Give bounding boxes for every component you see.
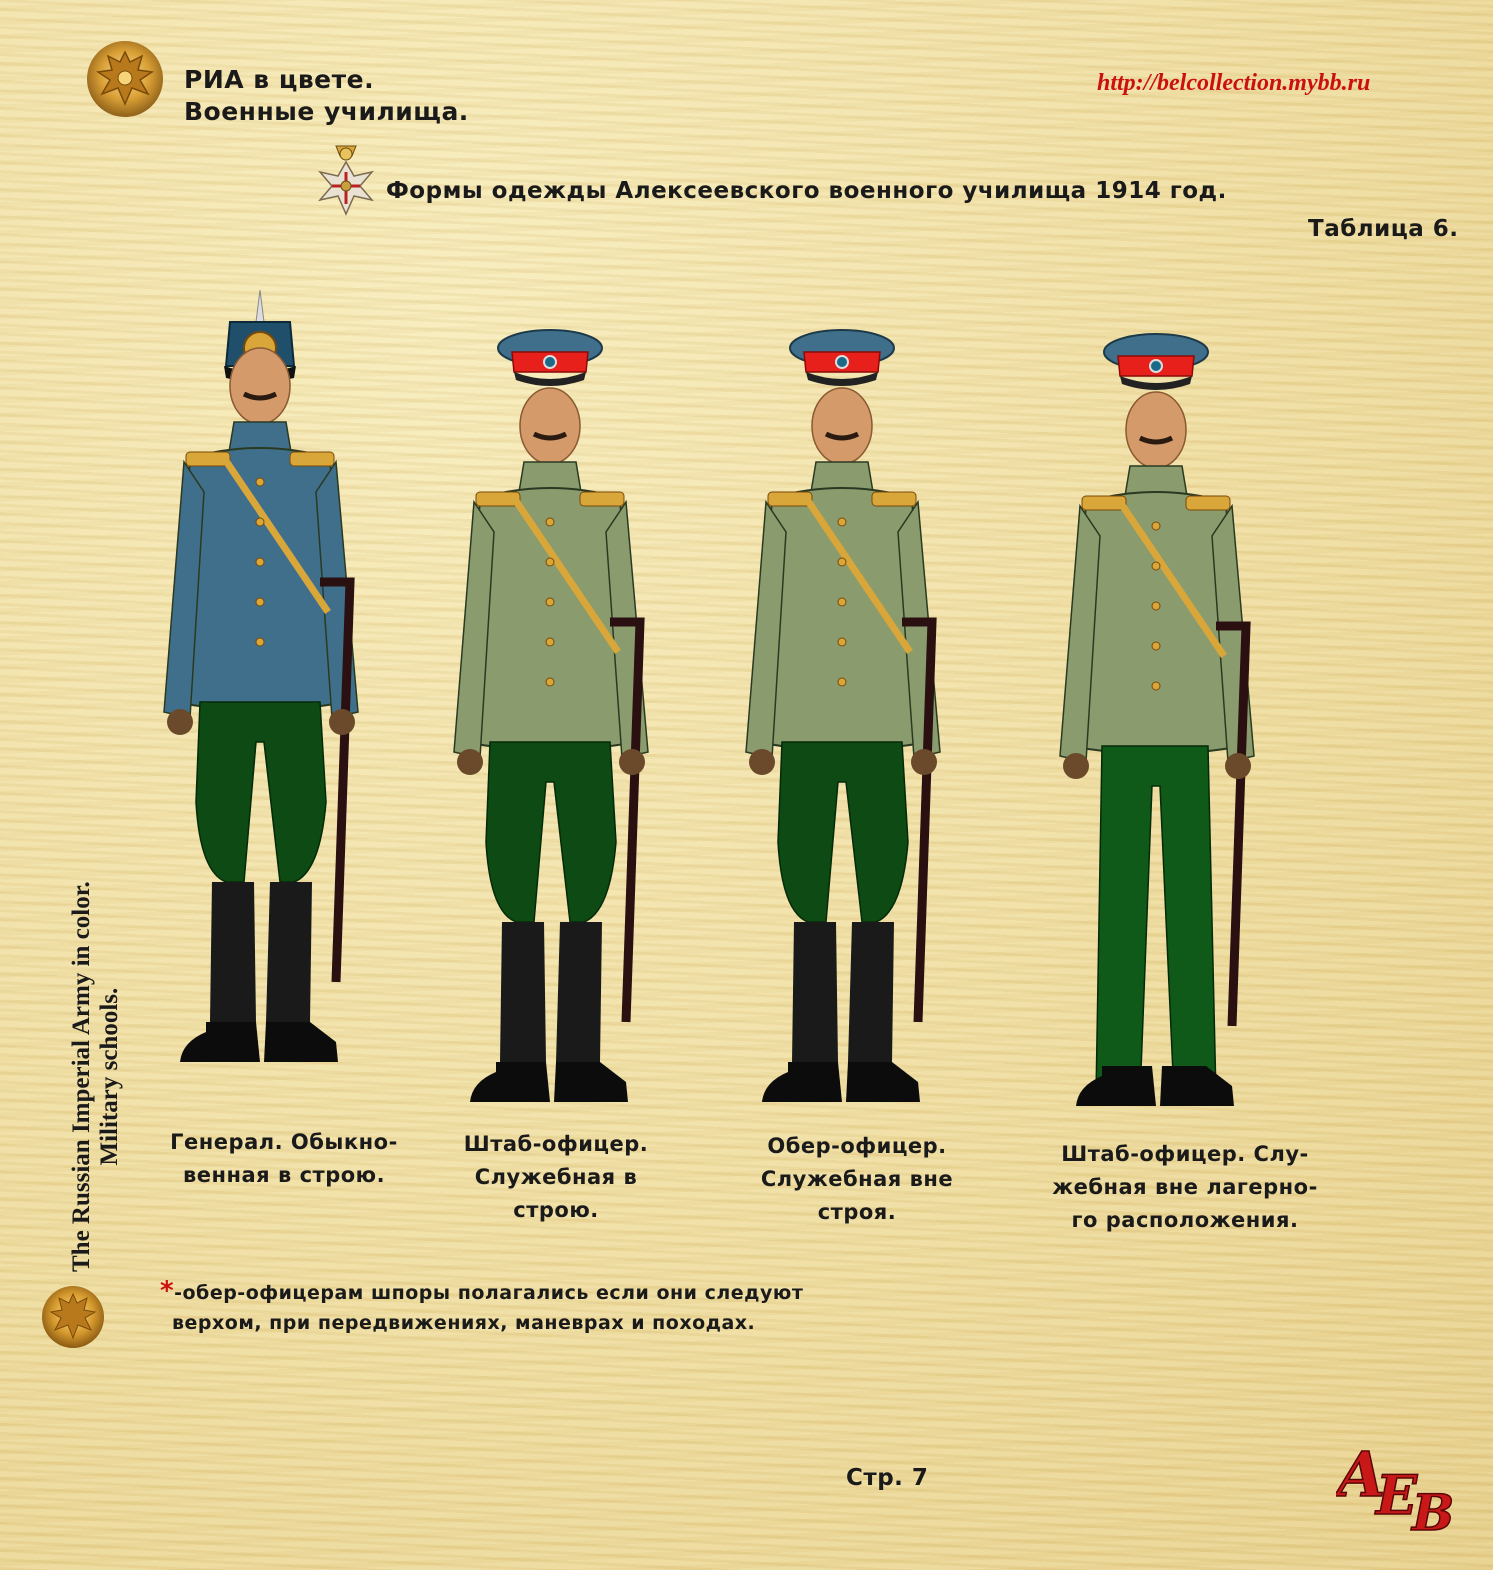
header-title-line2: Военные училища. bbox=[184, 97, 469, 126]
uniform-figure-4 bbox=[1056, 326, 1286, 1126]
caption-line: венная в строю. bbox=[182, 1163, 386, 1187]
caption-line: Служебная в bbox=[474, 1165, 638, 1189]
uniform-figure-wrapper bbox=[1056, 326, 1286, 1130]
uniform-figure-3 bbox=[742, 322, 972, 1122]
caption-line: Штаб-офицер. Слу- bbox=[1061, 1142, 1309, 1166]
figure-caption-2 bbox=[446, 1128, 666, 1227]
figure-caption-4 bbox=[1040, 1138, 1330, 1237]
uniform-figure-2 bbox=[450, 322, 680, 1122]
caption-line: строя. bbox=[817, 1200, 897, 1224]
uniform-figure-1 bbox=[160, 282, 390, 1082]
footnote-text: верхом, при передвижениях, маневрах и походах. bbox=[172, 1312, 756, 1334]
caption-line: Служебная вне bbox=[760, 1167, 954, 1191]
caption-line: го расположения. bbox=[1071, 1208, 1299, 1232]
caption-line: строю. bbox=[513, 1198, 599, 1222]
caption-line: Обер-офицер. bbox=[767, 1134, 947, 1158]
caption-line: Штаб-офицер. bbox=[463, 1132, 649, 1156]
aev-monogram-icon bbox=[1336, 1440, 1460, 1532]
svg-text:Е: Е bbox=[1376, 1463, 1418, 1527]
svg-text:А: А bbox=[1336, 1440, 1387, 1511]
site-url-link[interactable]: http://belcollection.mybb.ru bbox=[1097, 70, 1371, 96]
page-number: Стр. 7 bbox=[846, 1465, 929, 1491]
order-cross-icon bbox=[314, 142, 378, 220]
footnote-line1 bbox=[160, 1276, 803, 1308]
header-title bbox=[184, 64, 469, 128]
footnote-marker: * bbox=[160, 1276, 175, 1306]
page-subtitle: Формы одежды Алексеевского военного училища 1914 год. bbox=[386, 178, 1227, 204]
figure-caption-3 bbox=[742, 1130, 972, 1229]
sidebar-caption bbox=[68, 881, 124, 1272]
uniform-figure-wrapper bbox=[742, 322, 972, 1126]
caption-line: Генерал. Обыкно- bbox=[170, 1130, 398, 1154]
uniform-figure-wrapper bbox=[450, 322, 680, 1126]
figure-caption-1 bbox=[164, 1126, 404, 1192]
footnote bbox=[160, 1276, 803, 1338]
uniform-figure-wrapper bbox=[160, 282, 390, 1086]
table-label: Таблица 6. bbox=[1308, 216, 1459, 242]
caption-line: жебная вне лагерно- bbox=[1052, 1175, 1318, 1199]
svg-text:В: В bbox=[1412, 1483, 1455, 1532]
sidebar-caption-line2: Military schools. bbox=[96, 987, 123, 1166]
eagle-seal-icon bbox=[40, 1284, 106, 1350]
footnote-text: -обер-офицерам шпоры полагались если они следуют bbox=[174, 1282, 804, 1304]
sidebar-caption-line1: The Russian Imperial Army in color. bbox=[68, 881, 95, 1272]
eagle-emblem-icon bbox=[84, 38, 166, 120]
header-title-line1: РИА в цвете. bbox=[184, 65, 375, 94]
